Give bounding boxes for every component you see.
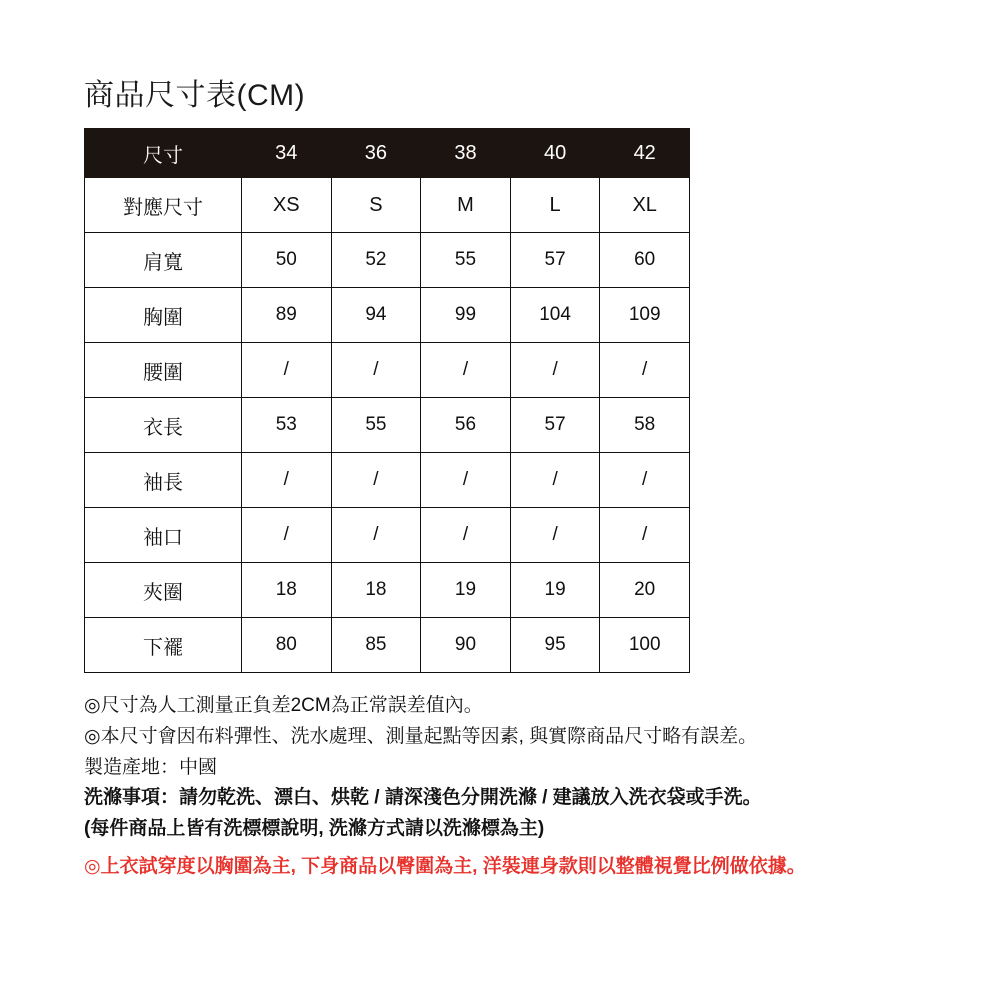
table-header-row — [85, 129, 690, 178]
header-size-40: 40 — [510, 129, 600, 178]
subheader-label-cell: 對應尺寸 — [85, 178, 242, 233]
header-label-cell: 尺寸 — [85, 129, 242, 178]
row-cell: 99 — [421, 288, 511, 343]
row-label: 胸圍 — [85, 288, 242, 343]
row-cell: 85 — [331, 618, 421, 673]
row-cell: 60 — [600, 233, 690, 288]
row-cell: 53 — [242, 398, 332, 453]
note-washing-instructions: 洗滌事項：請勿乾洗、漂白、烘乾 / 請深淺色分開洗滌 / 建議放入洗衣袋或手洗。 — [84, 787, 762, 809]
row-cell: 104 — [510, 288, 600, 343]
header-size-34: 34 — [242, 129, 332, 178]
row-cell: / — [510, 453, 600, 508]
note-fitting-guide: ◎上衣試穿度以胸圍為主, 下身商品以臀圍為主, 洋裝連身款則以整體視覺比例做依據。 — [84, 855, 806, 877]
row-label: 下襬 — [85, 618, 242, 673]
row-cell: / — [600, 508, 690, 563]
table-subheader-row — [85, 178, 690, 233]
row-cell: 52 — [331, 233, 421, 288]
row-cell: 109 — [600, 288, 690, 343]
row-cell: / — [510, 343, 600, 398]
row-cell: 90 — [421, 618, 511, 673]
row-cell: 50 — [242, 233, 332, 288]
table-row — [85, 233, 690, 288]
row-cell: / — [242, 508, 332, 563]
row-cell: 94 — [331, 288, 421, 343]
row-label: 袖長 — [85, 453, 242, 508]
row-cell: / — [421, 508, 511, 563]
row-cell: 89 — [242, 288, 332, 343]
row-cell: / — [242, 453, 332, 508]
row-cell: 95 — [510, 618, 600, 673]
size-table-body — [85, 129, 690, 673]
row-cell: / — [331, 508, 421, 563]
table-row — [85, 343, 690, 398]
row-label: 衣長 — [85, 398, 242, 453]
row-label: 肩寬 — [85, 233, 242, 288]
note-fabric-variance: ◎本尺寸會因布料彈性、洗水處理、測量起點等因素, 與實際商品尺寸略有誤差。 — [84, 725, 758, 747]
table-row — [85, 288, 690, 343]
row-cell: / — [421, 453, 511, 508]
row-cell: / — [510, 508, 600, 563]
notes-section — [84, 691, 924, 883]
row-cell: 20 — [600, 563, 690, 618]
page-title: 商品尺寸表(CM) — [84, 79, 306, 112]
row-cell: 18 — [242, 563, 332, 618]
table-row — [85, 508, 690, 563]
note-care-label: (每件商品上皆有洗標標說明, 洗滌方式請以洗滌標為主) — [84, 818, 545, 840]
subheader-value-xs: XS — [242, 178, 332, 233]
row-cell: 80 — [242, 618, 332, 673]
row-cell: 55 — [331, 398, 421, 453]
row-cell: 19 — [510, 563, 600, 618]
row-cell: 57 — [510, 233, 600, 288]
subheader-value-s: S — [331, 178, 421, 233]
table-row — [85, 398, 690, 453]
row-cell: / — [600, 453, 690, 508]
table-row — [85, 563, 690, 618]
row-cell: 58 — [600, 398, 690, 453]
row-cell: 19 — [421, 563, 511, 618]
row-label: 腰圍 — [85, 343, 242, 398]
note-measurement-tolerance: ◎尺寸為人工測量正負差2CM為正常誤差值內。 — [84, 695, 483, 716]
row-cell: 57 — [510, 398, 600, 453]
row-cell: 56 — [421, 398, 511, 453]
row-cell: 55 — [421, 233, 511, 288]
row-cell: / — [600, 343, 690, 398]
row-cell: 100 — [600, 618, 690, 673]
header-size-42: 42 — [600, 129, 690, 178]
table-row — [85, 453, 690, 508]
header-size-36: 36 — [331, 129, 421, 178]
subheader-value-l: L — [510, 178, 600, 233]
subheader-value-xl: XL — [600, 178, 690, 233]
row-label: 夾圈 — [85, 563, 242, 618]
header-size-38: 38 — [421, 129, 511, 178]
row-label: 袖口 — [85, 508, 242, 563]
row-cell: 18 — [331, 563, 421, 618]
subheader-value-m: M — [421, 178, 511, 233]
row-cell: / — [421, 343, 511, 398]
note-origin: 製造產地：中國 — [84, 756, 218, 778]
row-cell: / — [242, 343, 332, 398]
row-cell: / — [331, 343, 421, 398]
size-table — [84, 128, 690, 673]
table-row — [85, 618, 690, 673]
row-cell: / — [331, 453, 421, 508]
